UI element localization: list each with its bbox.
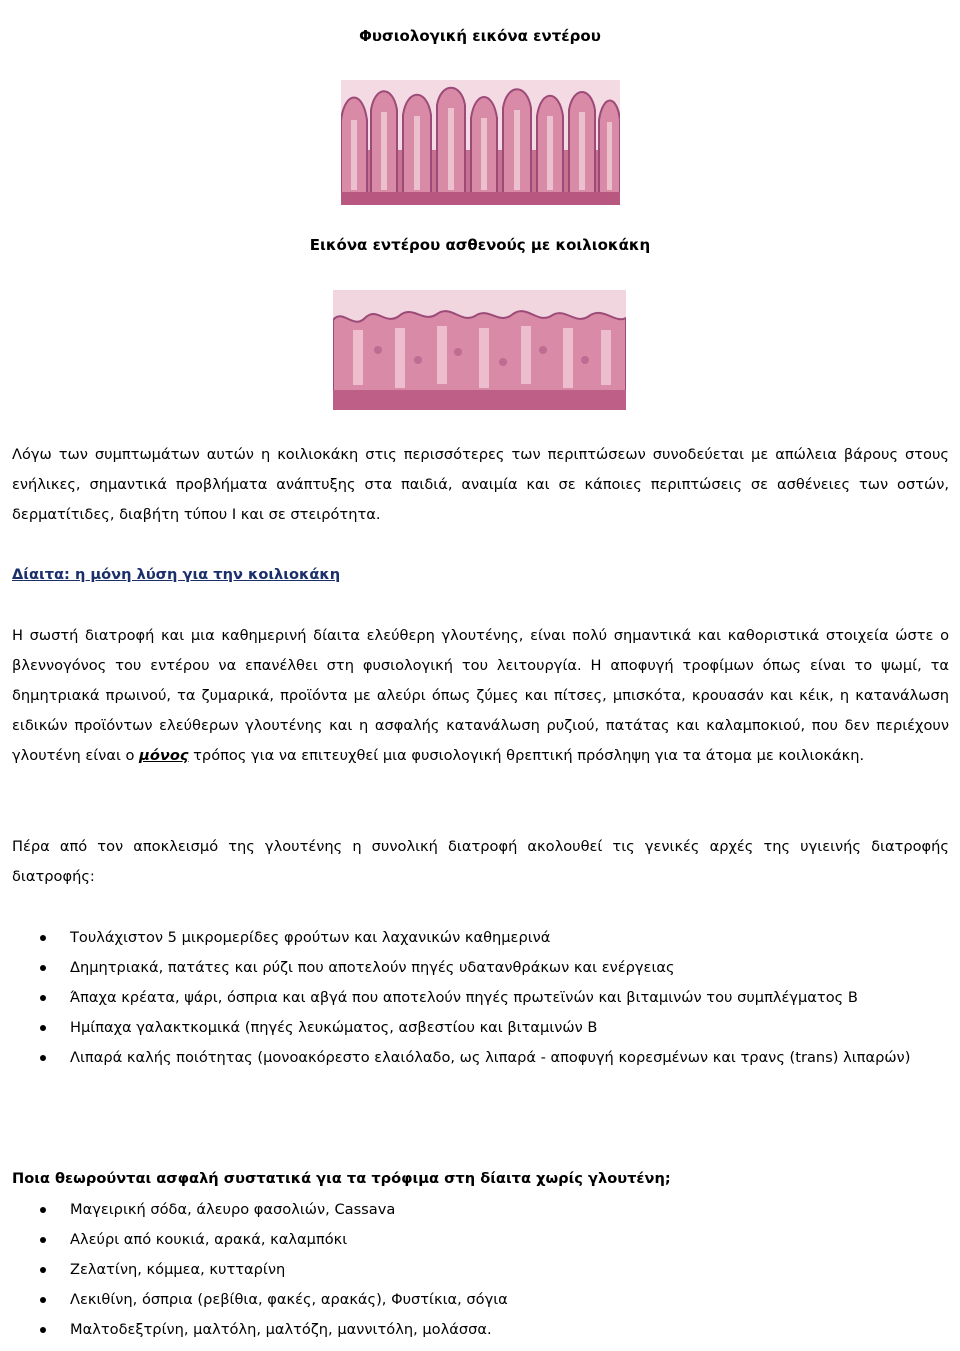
list-item bbox=[0, 1285, 960, 1315]
list-item-text: Μαλτοδεξτρίνη, μαλτόλη, μαλτόζη, μαννιτόλη, μολάσσα. bbox=[70, 1321, 492, 1338]
diet-heading: Δίαιτα: η μόνη λύση για την κοιλιοκάκη bbox=[12, 566, 341, 583]
bullet-icon bbox=[40, 965, 46, 971]
list-item bbox=[0, 1225, 960, 1255]
bullet-icon bbox=[40, 995, 46, 1001]
list-item-text: Άπαχα κρέατα, ψάρι, όσπρια και αβγά που αποτελούν πηγές πρωτεϊνών και βιταμινών του συμπλέγματος Β bbox=[70, 989, 858, 1006]
list-item-text: Δημητριακά, πατάτες και ρύζι που αποτελούν πηγές υδατανθράκων και ενέργειας bbox=[70, 959, 675, 976]
diet-paragraph-emphasis: μόνος bbox=[139, 747, 189, 764]
intro-paragraph: Λόγω των συμπτωμάτων αυτών η κοιλιοκάκη στις περισσότερες των περιπτώσεων συνοδεύεται με απώλεια βάρους στους ενήλικες, σημαντικά προβλήματα ανάπτυξης στα παιδιά, αναιμία και σε κάποιες περιπτώσεις σε ασθένειες των οστών, δερματίτιδες, διαβήτη τύπου Ι και σε στειρότητα. bbox=[12, 446, 949, 523]
bullet-icon bbox=[40, 1025, 46, 1031]
general-list bbox=[0, 923, 960, 1073]
general-paragraph: Πέρα από τον αποκλεισμό της γλουτένης η συνολική διατροφή ακολουθεί τις γενικές αρχές της υγιεινής διατροφής διατροφής: bbox=[12, 838, 949, 885]
normal-intestine-micrograph bbox=[341, 80, 620, 205]
safe-ingredients-list bbox=[0, 1195, 960, 1345]
list-item-text: Ημίπαχα γαλακτκομικά (πηγές λευκώματος, ασβεστίου και βιταμινών Β bbox=[70, 1019, 598, 1036]
list-item-text: Ζελατίνη, κόμμεα, κυτταρίνη bbox=[70, 1261, 286, 1278]
bullet-icon bbox=[40, 1327, 46, 1333]
celiac-intestine-micrograph bbox=[333, 290, 626, 410]
bullet-icon bbox=[40, 1207, 46, 1213]
list-item bbox=[0, 1043, 960, 1073]
list-item-text: Αλεύρι από κουκιά, αρακά, καλαμπόκι bbox=[70, 1231, 348, 1248]
safe-ingredients-heading: Ποια θεωρούνται ασφαλή συστατικά για τα τρόφιμα στη δίαιτα χωρίς γλουτένη; bbox=[12, 1170, 671, 1187]
diet-paragraph bbox=[12, 621, 949, 771]
list-item-text: Λεκιθίνη, όσπρια (ρεβίθια, φακές, αρακάς), Φυστίκια, σόγια bbox=[70, 1291, 508, 1308]
list-item bbox=[0, 983, 960, 1013]
list-item bbox=[0, 1255, 960, 1285]
list-item bbox=[0, 1315, 960, 1345]
list-item-text: Μαγειρική σόδα, άλευρο φασολιών, Cassava bbox=[70, 1201, 396, 1218]
diet-paragraph-text-end: τρόπος για να επιτευχθεί μια φυσιολογική θρεπτική πρόσληψη για τα άτομα με κοιλιοκάκη. bbox=[188, 747, 865, 764]
list-item-text: Λιπαρά καλής ποιότητας (μονοακόρεστο ελαιόλαδο, ως λιπαρά - αποφυγή κορεσμένων και τρανς (trans) λιπαρών) bbox=[70, 1049, 911, 1066]
bullet-icon bbox=[40, 1055, 46, 1061]
list-item bbox=[0, 1013, 960, 1043]
bullet-icon bbox=[40, 1237, 46, 1243]
list-item bbox=[0, 953, 960, 983]
bullet-icon bbox=[40, 935, 46, 941]
list-item-text: Τουλάχιστον 5 μικρομερίδες φρούτων και λαχανικών καθημερινά bbox=[70, 929, 551, 946]
normal-intestine-title: Φυσιολογική εικόνα εντέρου bbox=[359, 27, 601, 45]
bullet-icon bbox=[40, 1297, 46, 1303]
bullet-icon bbox=[40, 1267, 46, 1273]
celiac-intestine-title: Εικόνα εντέρου ασθενούς με κοιλιοκάκη bbox=[309, 236, 651, 254]
diet-paragraph-text: Η σωστή διατροφή και μια καθημερινή δίαιτα ελεύθερη γλουτένης, είναι πολύ σημαντικά και καθοριστικά στοιχεία ώστε ο βλεννογόνος του εντέρου να επανέλθει στη φυσιολογική του λειτουργία. Η αποφυγή τροφίμων όπως είναι το ψωμί, τα δημητριακά πρωινού, τα ζυμαρικά, προϊόντα με αλεύρι όπως ζύμες και πίτσες, μπισκότα, κρουασάν και κέικ, η κατανάλωση ειδικών προϊόντων ελεύθερων γλουτένης και η ασφαλής κατανάλωση ρυζιού, πατάτας και καλαμποκιού, που δεν περιέχουν γλουτένη είναι ο bbox=[12, 627, 949, 764]
list-item bbox=[0, 1195, 960, 1225]
list-item bbox=[0, 923, 960, 953]
